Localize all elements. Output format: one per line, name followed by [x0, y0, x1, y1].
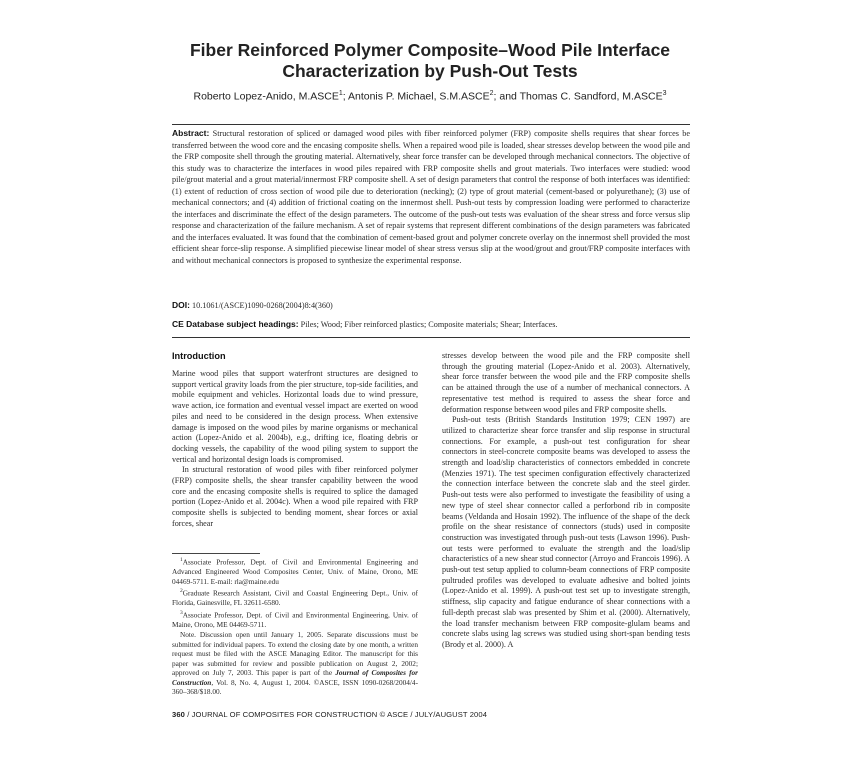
footnote-2-mark: 2	[180, 588, 183, 595]
discussion-note	[172, 630, 418, 697]
subject-headings-label: CE Database subject headings:	[172, 319, 299, 329]
journal-name: Journal of Composites for Construction	[172, 668, 419, 687]
intro-paragraph-1: Marine wood piles that support waterfront structures are designed to support vertical gravity loads from the pier structure, top-side facilities, and mobile equipment and vehicles. Horizontal loads due to wind pressure, wave action, ice formation and eventual vessel impact are exerted on wood piles and need to be considered in the design process. When extensive damage is imposed on the wood piles by marine organisms or mechanical action (Lopez-Anido et al. 2004b), e.g., drifting ice, floating debris or docking vessels, the capability of the wood piling system to support the vertical and horizontal design loads is compromised.	[172, 369, 418, 464]
section-heading-introduction: Introduction	[172, 351, 226, 361]
footnote-2-text: Graduate Research Assistant, Civil and Coastal Engineering Dept., Univ. of Florida, Gainesville, FL 32611-6580.	[172, 588, 418, 608]
footnotes-block	[172, 556, 418, 698]
page-number: 360	[172, 710, 185, 719]
right-column	[442, 351, 690, 651]
abstract-text: Structural restoration of spliced or damaged wood piles with fiber reinforced polymer (FRP) composite shells requires that shear forces be transferred between the wood core and the encasing composite shells. When a repaired wood pile is loaded, shear stresses develop between the wood pile and the FRP composite shell through the grouting material. Alternatively, shear force transfer can be developed through mechanical connectors. The objective of this study was to characterize the interfaces in wood piles repaired with FRP composite shells and grout materials. Two interfaces were studied: wood pile/grout material and a grout material/innermost FRP composite shell. A set of design parameters that control the response of both interfaces was identified: (1) extent of reduction of cross section of wood pile due to deterioration (necking); (2) type of grout material (cement-based or polyurethane); (3) use of mechanical connectors; and (4) addition of frictional coating on the innermost shell. Push-out tests by compression loading were performed to characterize the interfaces and discriminate the effect of the design parameters. The outcome of the push-out tests was evaluation of the shear stress and force versus slip response and characterization of the failure mechanism. A set of repair systems that represent different combinations of the design parameters was fabricated and the interfaces evaluated. It was found that the combination of cement-based grout and polymer concrete overlay on the innermost shell provided the most efficient shear force-slip response. A simplified piecewise linear model of shear stress versus slip at the wood/grout and grout/FRP composite interfaces with and without mechanical connectors is proposed to synthesize the experimental response.	[172, 129, 691, 266]
paper-title	[60, 40, 800, 82]
subject-headings	[172, 319, 557, 329]
author-3: ; and Thomas C. Sandford, M.ASCE	[493, 90, 663, 103]
abstract-label: Abstract:	[172, 128, 210, 138]
footnote-1-text: Associate Professor, Dept. of Civil and Environmental Engineering and Advanced Engineered Wood Composites Center, Univ. of Maine, Orono, ME 04469-5711. E-mail: rla@maine.edu	[172, 557, 418, 586]
author-3-affiliation-mark: 3	[662, 90, 667, 97]
footnote-rule	[172, 553, 260, 554]
left-column	[172, 369, 418, 530]
subject-headings-value: Piles; Wood; Fiber reinforced plastics; Composite materials; Shear; Interfaces.	[300, 320, 558, 329]
abstract-top-rule	[172, 124, 690, 125]
footnote-3-text: Associate Professor, Dept. of Civil and Environmental Engineering, Univ. of Maine, Orono, ME 04469-5711.	[172, 610, 418, 629]
intro-paragraph-2: In structural restoration of wood piles with fiber reinforced polymer (FRP) composite shells, the shear transfer capability between the wood core and the encasing composite shells is required to splice the damaged portion (Lopez-Anido et al. 2004c). When a wood pile repaired with FRP composite shells is subjected to bending moment, shear forces or axial forces, shear	[172, 465, 418, 528]
footnote-1-mark: 1	[180, 557, 183, 563]
author-1: Roberto Lopez-Anido, M.ASCE	[193, 90, 339, 103]
abstract-bottom-rule	[172, 337, 690, 338]
discussion-note-text: Note. Discussion open until January 1, 2005. Separate discussions must be submitted for individual papers. To extend the closing date by one month, a written request must be filed with the ASCE Managing Editor. The manuscript for this paper was submitted for review and possible publication on August 2, 2002; approved on July 7, 2003. This paper is part of the	[172, 630, 418, 678]
doi-value: 10.1061/(ASCE)1090-0268(2004)8:4(360)	[192, 301, 333, 310]
journal-footer-text: / JOURNAL OF COMPOSITES FOR CONSTRUCTION © ASCE / JULY/AUGUST 2004	[184, 710, 488, 719]
footnote-1	[172, 556, 418, 586]
title-line-2: Characterization by Push-Out Tests	[282, 61, 578, 81]
intro-paragraph-3: stresses develop between the wood pile and the FRP composite shell through the grouting material (Lopez-Anido et al. 2003). Alternatively, shear force transfer between the wood pile and the FRP composite shells can be attained through the use of a number of mechanical connectors. A representative test method is required to assess the shear force and deformation response between wood piles and FRP composite shells.	[442, 351, 690, 414]
author-list	[60, 90, 800, 103]
abstract-block	[172, 128, 690, 267]
intro-paragraph-4: Push-out tests (British Standards Institution 1979; CEN 1997) are utilized to characterize shear force transfer and slip response in structural connections. For example, a push-out test configuration for shear connectors in steel-concrete composite beams was developed to assess the strength and load/slip characteristics of connectors embedded in concrete (Menzies 1971). The test specimen configuration effectively characterized the connection interface between the concrete slab and the steel girder. Push-out tests were also performed to investigate the feasibility of using a new type of steel shear connector called a perforbond rib in composite beams (Veldanda and Hosain 1992). The influence of the shape of the deck profile on the shear resistance of connectors (studs) used in composite construction was investigated through push-out tests (Lawson 1996). Push-out tests were performed to evaluate the strength and the load/slip characteristics of a new shear stud connector (Arroyo and Francois 1996). A push-out test setup applied to column-beam connections of FRP composite pultruded profiles was developed to evaluate adhesive and bolted joints (Lopez-Anido et al. 1999). A push-out test set up to investigate strength, stiffness, slip capacity and fatigue endurance of shear connections with a full-depth precast slab was presented by Shim et al. (2000). Alternatively, the load transfer mechanism between FRP composite-glulam beams and concrete slabs using lag screws was studied using short-span bending tests (Brody et al. 2000). A	[442, 415, 690, 649]
title-line-1: Fiber Reinforced Polymer Composite–Wood Pile Interface	[189, 40, 671, 60]
doi-line	[172, 300, 333, 310]
author-2-affiliation-mark: 2	[489, 90, 494, 97]
discussion-note-citation: , Vol. 8, No. 4, August 1, 2004. ©ASCE, ISSN 1090-0268/2004/4-360–368/$18.00.	[172, 677, 418, 697]
footnote-2	[172, 587, 418, 608]
page-footer	[172, 710, 487, 719]
author-2: ; Antonis P. Michael, S.M.ASCE	[342, 90, 490, 103]
footnote-3-mark: 3	[180, 609, 183, 616]
doi-label: DOI:	[172, 300, 190, 310]
footnote-3	[172, 609, 418, 630]
author-1-affiliation-mark: 1	[338, 90, 343, 97]
